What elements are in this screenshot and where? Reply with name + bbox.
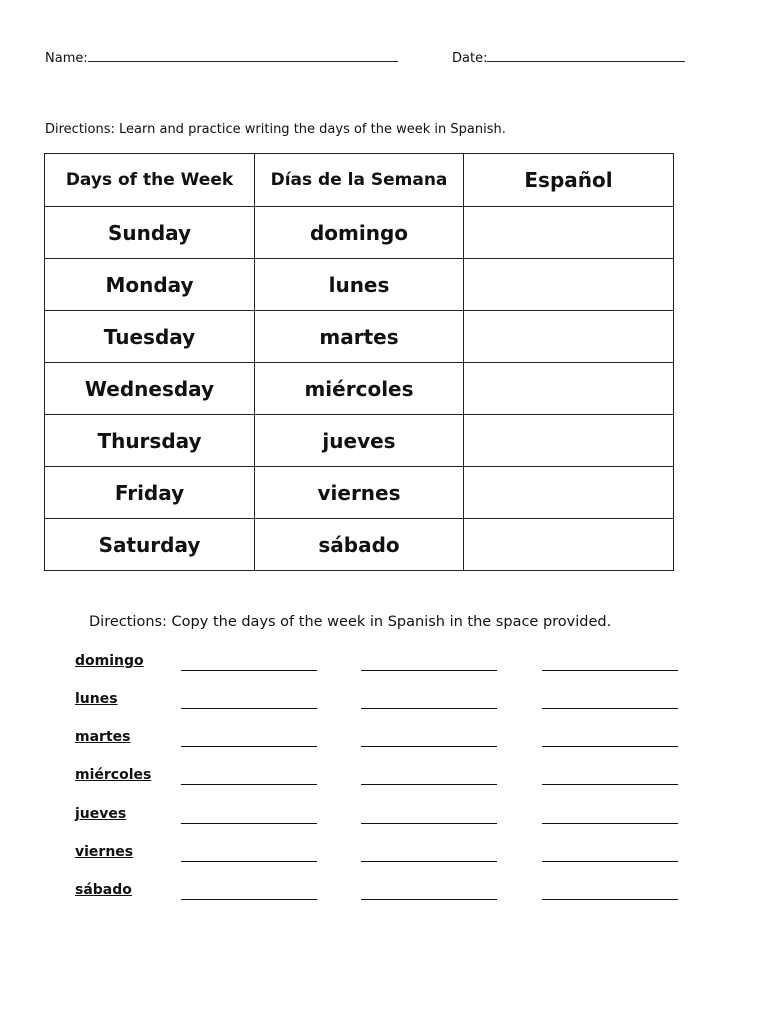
directions-copy: Directions: Copy the days of the week in Spanish in the space provided. — [89, 614, 612, 630]
english-day: Saturday — [45, 519, 255, 571]
table-row — [45, 519, 674, 571]
practice-line[interactable] — [361, 784, 497, 785]
practice-line[interactable] — [542, 861, 678, 862]
english-day: Wednesday — [45, 363, 255, 415]
espanol-blank-cell[interactable] — [464, 363, 674, 415]
table-row — [45, 415, 674, 467]
table-row — [45, 467, 674, 519]
spanish-day: jueves — [255, 415, 464, 467]
practice-word: lunes — [75, 691, 118, 707]
practice-word: miércoles — [75, 767, 152, 783]
name-field[interactable] — [45, 50, 398, 66]
name-blank-line[interactable] — [88, 50, 398, 62]
header-espanol: Español — [464, 154, 674, 207]
table-row — [45, 259, 674, 311]
practice-line[interactable] — [542, 746, 678, 747]
practice-line[interactable] — [181, 670, 317, 671]
practice-line[interactable] — [361, 899, 497, 900]
practice-line[interactable] — [361, 708, 497, 709]
espanol-blank-cell[interactable] — [464, 207, 674, 259]
header-dias-de-la-semana: Días de la Semana — [255, 154, 464, 207]
espanol-blank-cell[interactable] — [464, 519, 674, 571]
practice-line[interactable] — [361, 823, 497, 824]
practice-line[interactable] — [181, 823, 317, 824]
name-label: Name: — [45, 51, 88, 66]
table-row — [45, 363, 674, 415]
spanish-day: lunes — [255, 259, 464, 311]
english-day: Tuesday — [45, 311, 255, 363]
practice-line[interactable] — [181, 784, 317, 785]
practice-line[interactable] — [181, 861, 317, 862]
practice-line[interactable] — [542, 670, 678, 671]
practice-line[interactable] — [181, 746, 317, 747]
header-days-of-week: Days of the Week — [45, 154, 255, 207]
espanol-blank-cell[interactable] — [464, 415, 674, 467]
practice-line[interactable] — [361, 746, 497, 747]
spanish-day: miércoles — [255, 363, 464, 415]
table-row — [45, 311, 674, 363]
date-field[interactable] — [452, 50, 685, 66]
date-blank-line[interactable] — [487, 50, 685, 62]
practice-line[interactable] — [542, 899, 678, 900]
practice-word: viernes — [75, 844, 134, 860]
spanish-day: sábado — [255, 519, 464, 571]
spanish-day: viernes — [255, 467, 464, 519]
practice-line[interactable] — [542, 708, 678, 709]
english-day: Friday — [45, 467, 255, 519]
practice-line[interactable] — [181, 708, 317, 709]
table-row — [45, 207, 674, 259]
english-day: Monday — [45, 259, 255, 311]
spanish-day: martes — [255, 311, 464, 363]
practice-line[interactable] — [542, 784, 678, 785]
practice-word: jueves — [75, 806, 127, 822]
english-day: Thursday — [45, 415, 255, 467]
spanish-day: domingo — [255, 207, 464, 259]
directions-learn: Directions: Learn and practice writing the days of the week in Spanish. — [45, 122, 506, 137]
practice-line[interactable] — [542, 823, 678, 824]
practice-line[interactable] — [181, 899, 317, 900]
english-day: Sunday — [45, 207, 255, 259]
days-table — [44, 153, 674, 571]
practice-line[interactable] — [361, 861, 497, 862]
practice-line[interactable] — [361, 670, 497, 671]
practice-word: domingo — [75, 653, 144, 669]
practice-word: martes — [75, 729, 131, 745]
espanol-blank-cell[interactable] — [464, 467, 674, 519]
table-header-row — [45, 154, 674, 207]
practice-word: sábado — [75, 882, 132, 898]
espanol-blank-cell[interactable] — [464, 311, 674, 363]
espanol-blank-cell[interactable] — [464, 259, 674, 311]
date-label: Date: — [452, 51, 488, 66]
